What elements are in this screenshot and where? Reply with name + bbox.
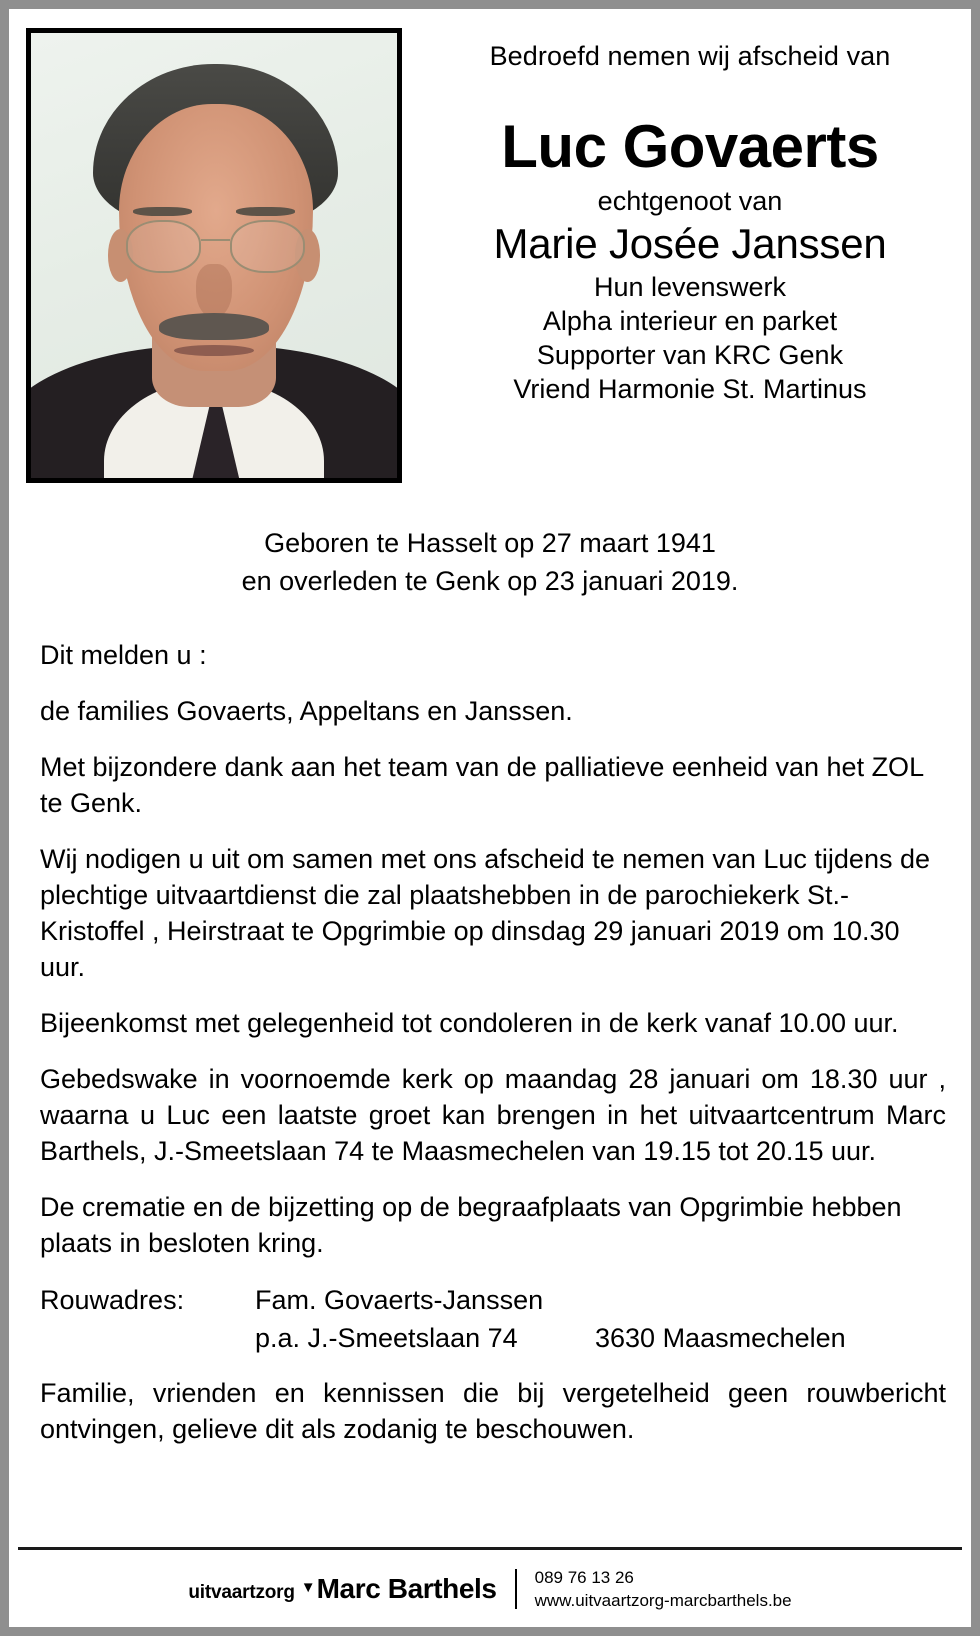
announce-label: Dit melden u : (40, 640, 207, 670)
mourning-address-family: Fam. Govaerts-Janssen (255, 1285, 544, 1315)
birth-line: Geboren te Hasselt op 27 maart 1941 (264, 528, 716, 558)
death-line: en overleden te Genk op 23 januari 2019. (241, 566, 739, 596)
mourning-address (40, 1281, 946, 1357)
footer-content (188, 1566, 791, 1612)
photo-eyebrow-right (236, 207, 295, 217)
mourning-address-row-1 (40, 1281, 946, 1319)
invitation-paragraph: Wij nodigen u uit om samen met ons afscheid te nemen van Luc tijdens de plechtige uitvaartdienst die zal plaatshebben in de parochiekerk St.-Kristoffel , Heirstraat te Opgrimbie op dinsdag 29 januari 2019 om 10.30 uur. (40, 844, 930, 982)
photo-lens-right (230, 220, 305, 273)
photo-moustache (159, 313, 269, 340)
life-dates (18, 524, 962, 600)
mourning-address-street: p.a. J.-Smeetslaan 74 (255, 1323, 518, 1353)
footer-divider (515, 1569, 517, 1609)
photo-lens-left (126, 220, 201, 273)
vigil-paragraph: Gebedswake in voornoemde kerk op maandag 28 januari om 18.30 uur , waarna u Luc een laatste groet kan brengen in het uitvaartcentrum Marc Barthels, J.-Smeetslaan 74 te Maasmechelen van 19.15 tot 20.15 uur. (40, 1064, 946, 1166)
sub-line-business: Alpha interieur en parket (542, 306, 838, 336)
brand-name: Marc Barthels (316, 1572, 497, 1604)
footer-bar (18, 1547, 962, 1627)
deceased-name: Luc Govaerts (501, 113, 879, 180)
brand-prefix: uitvaartzorg (188, 1581, 295, 1603)
closing-paragraph: Familie, vrienden en kennissen die bij vergetelheid geen rouwbericht ontvingen, gelieve dit als zodanig te beschouwen. (40, 1378, 946, 1444)
triangle-icon: ▼ (300, 1578, 316, 1596)
sub-line-supporter: Supporter van KRC Genk (536, 340, 844, 370)
lead-text: Bedroefd nemen wij afscheid van (489, 41, 891, 71)
relation-label: echtgenoot van (597, 186, 783, 216)
header-section (9, 9, 971, 509)
mourning-address-label: Rouwadres: (40, 1285, 185, 1315)
mourning-address-spacer (40, 1319, 255, 1357)
photo-nose (196, 264, 233, 317)
photo-eyebrow-left (133, 207, 192, 217)
website-url[interactable]: www.uitvaartzorg-marcbarthels.be (534, 1590, 792, 1610)
phone-number[interactable]: 089 76 13 26 (534, 1567, 634, 1587)
heading-block (419, 39, 961, 406)
photo-mouth (174, 345, 255, 356)
thanks-paragraph: Met bijzondere dank aan het team van de palliatieve eenheid van het ZOL te Genk. (40, 752, 924, 818)
card-sheet (9, 9, 971, 1627)
portrait-photo-frame (26, 28, 402, 483)
families-line: de families Govaerts, Appeltans en Janssen. (40, 696, 573, 726)
sub-line-lifework: Hun levenswerk (593, 272, 787, 302)
cremation-paragraph: De crematie en de bijzetting op de begraafplaats van Opgrimbie hebben plaats in besloten kring. (40, 1192, 902, 1258)
footer-contact (535, 1566, 792, 1612)
sub-line-friend: Vriend Harmonie St. Martinus (513, 374, 867, 404)
gathering-paragraph: Bijeenkomst met gelegenheid tot condoleren in de kerk vanaf 10.00 uur. (40, 1008, 899, 1038)
spouse-name: Marie Josée Janssen (493, 220, 887, 267)
funeral-home-logo[interactable] (188, 1573, 496, 1605)
photo-glasses-bridge (201, 239, 230, 241)
mourning-address-city: 3630 Maasmechelen (595, 1323, 846, 1353)
portrait-photo (31, 33, 397, 478)
announcement-body (40, 637, 946, 1467)
mourning-address-row-2 (40, 1319, 946, 1357)
